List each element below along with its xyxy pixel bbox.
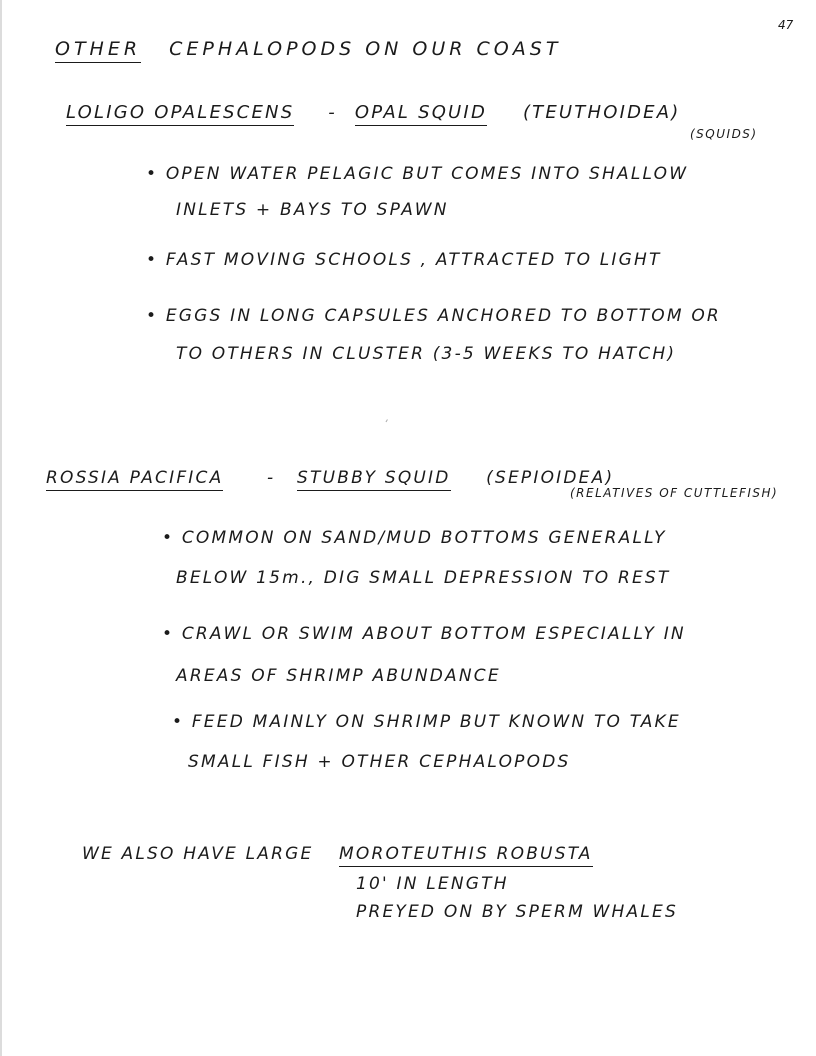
section1-group: (TEUTHOIDEA) [522, 102, 681, 123]
title-rest: CEPHALOPODS ON OUR COAST [169, 38, 562, 60]
section1-common-name: OPAL SQUID [355, 102, 487, 126]
paper-speck [386, 419, 391, 424]
footer-line-2: 10' IN LENGTH [356, 874, 509, 894]
footer-lead: WE ALSO HAVE LARGE [82, 844, 314, 864]
section1-bullet-2-line1: • FAST MOVING SCHOOLS , ATTRACTED TO LIGHT [146, 250, 662, 270]
section2-bullet-3-line1: • FEED MAINLY ON SHRIMP BUT KNOWN TO TAKE [172, 712, 681, 732]
section2-bullet-3-line2: SMALL FISH + OTHER CEPHALOPODS [188, 752, 571, 772]
section1-bullet-1-line1: • OPEN WATER PELAGIC BUT COMES INTO SHALLOW [146, 164, 689, 184]
section2-dash: - [267, 468, 276, 488]
section2-bullet-1-line1: • COMMON ON SAND/MUD BOTTOMS GENERALLY [162, 528, 667, 548]
section1-bullet-1-line2: INLETS + BAYS TO SPAWN [176, 200, 449, 220]
footer-species: MOROTEUTHIS ROBUSTA [339, 844, 593, 867]
section1-group-note: (SQUIDS) [690, 127, 758, 141]
section2-group-note: (RELATIVES OF CUTTLEFISH) [570, 486, 779, 500]
section2-header [46, 470, 614, 487]
section1-species: LOLIGO OPALESCENS [66, 102, 294, 126]
footer-line-1 [82, 846, 593, 863]
page-edge [0, 0, 2, 1056]
section2-bullet-1-line2: BELOW 15m., DIG SMALL DEPRESSION TO REST [176, 568, 671, 588]
page-title [55, 40, 561, 59]
title-underlined-word: OTHER [55, 38, 141, 63]
section2-group: (SEPIOIDEA) [486, 468, 615, 488]
section1-dash: - [328, 102, 337, 123]
section2-bullet-2-line1: • CRAWL OR SWIM ABOUT BOTTOM ESPECIALLY IN [162, 624, 686, 644]
footer-line-3: PREYED ON BY SPERM WHALES [356, 902, 678, 922]
section2-species: ROSSIA PACIFICA [46, 468, 223, 491]
section1-bullet-3-line2: TO OTHERS IN CLUSTER (3-5 WEEKS TO HATCH) [176, 344, 677, 364]
section1-bullet-3-line1: • EGGS IN LONG CAPSULES ANCHORED TO BOTTOM OR [146, 306, 721, 326]
section2-common-name: STUBBY SQUID [297, 468, 451, 491]
section2-bullet-2-line2: AREAS OF SHRIMP ABUNDANCE [176, 666, 501, 686]
section1-header [66, 104, 680, 122]
page-number: 47 [778, 18, 794, 32]
